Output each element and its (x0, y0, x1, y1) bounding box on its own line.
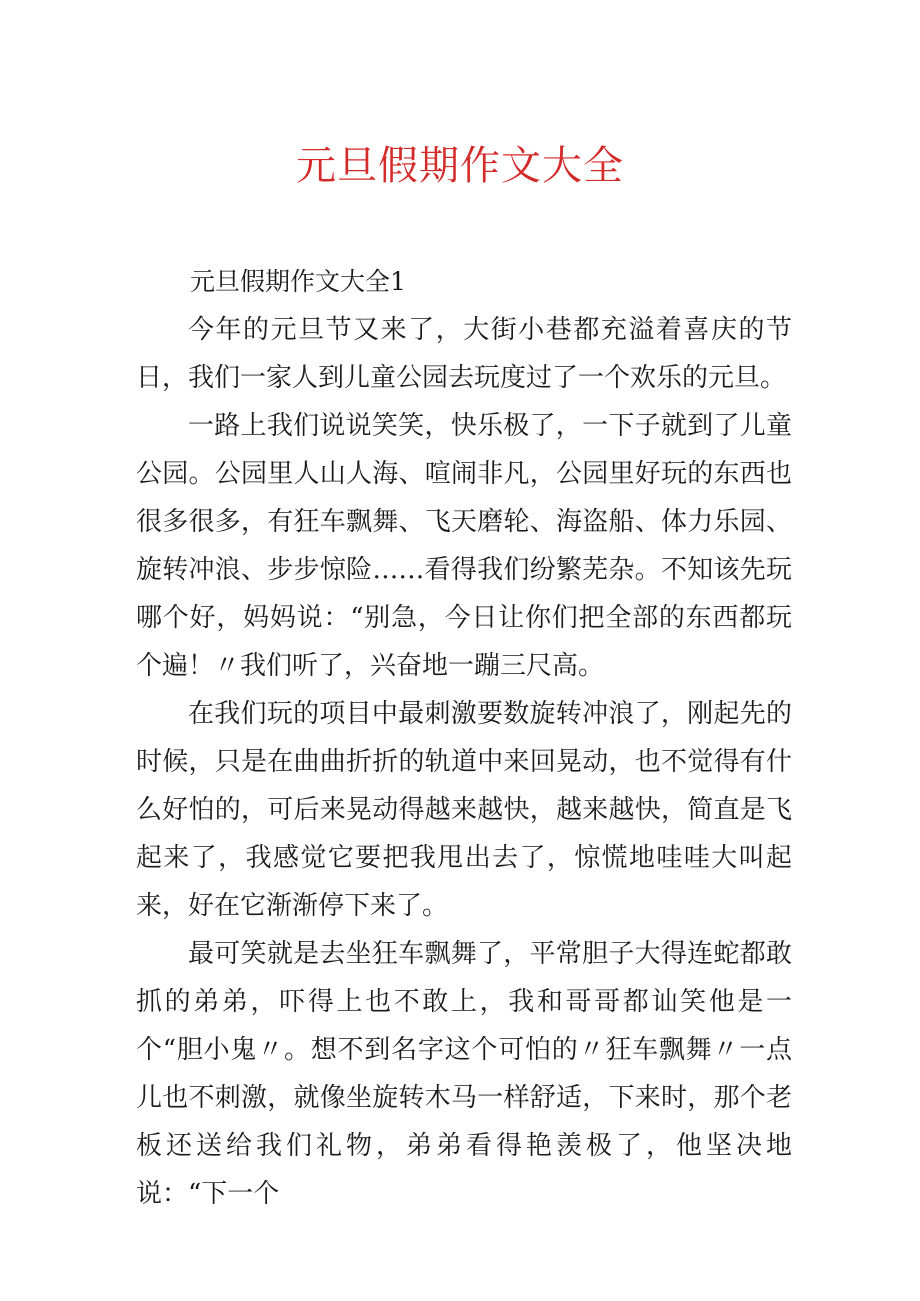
paragraph-1: 今年的元旦节又来了，大街小巷都充溢着喜庆的节日，我们一家人到儿童公园去玩度过了一个欢乐的元旦。 (136, 315, 792, 393)
paragraph-3: 在我们玩的项目中最刺激要数旋转冲浪了，刚起先的时候，只是在曲曲折折的轨道中来回晃动，也不觉得有什么好怕的，可后来晃动得越来越快，越来越快，简直是飞起来了，我感觉它要把我甩出去了，惊慌地哇哇大叫起来，好在它渐渐停下来了。 (136, 699, 792, 921)
paragraph-4: 最可笑就是去坐狂车飘舞了，平常胆子大得连蛇都敢抓的弟弟，吓得上也不敢上，我和哥哥都讪笑他是一个“胆小鬼〃。想不到名字这个可怕的〃狂车飘舞〃一点儿也不刺激，就像坐旋转木马一样舒适，下来时，那个老板还送给我们礼物，弟弟看得艳羡极了，他坚决地说：“下一个 (136, 939, 792, 1209)
document-title: 元旦假期作文大全 (296, 143, 624, 189)
paragraph-2: 一路上我们说说笑笑，快乐极了，一下子就到了儿童公园。公园里人山人海、喧闹非凡，公园里好玩的东西也很多很多，有狂车飘舞、飞天磨轮、海盗船、体力乐园、旋转冲浪、步步惊险……看得我们纷繁芜杂。不知该先玩哪个好，妈妈说：“别急，今日让你们把全部的东西都玩个遍！〃我们听了，兴奋地一蹦三尺高。 (136, 411, 792, 681)
document-body (136, 258, 792, 1218)
section-heading: 元旦假期作文大全1 (190, 267, 406, 296)
